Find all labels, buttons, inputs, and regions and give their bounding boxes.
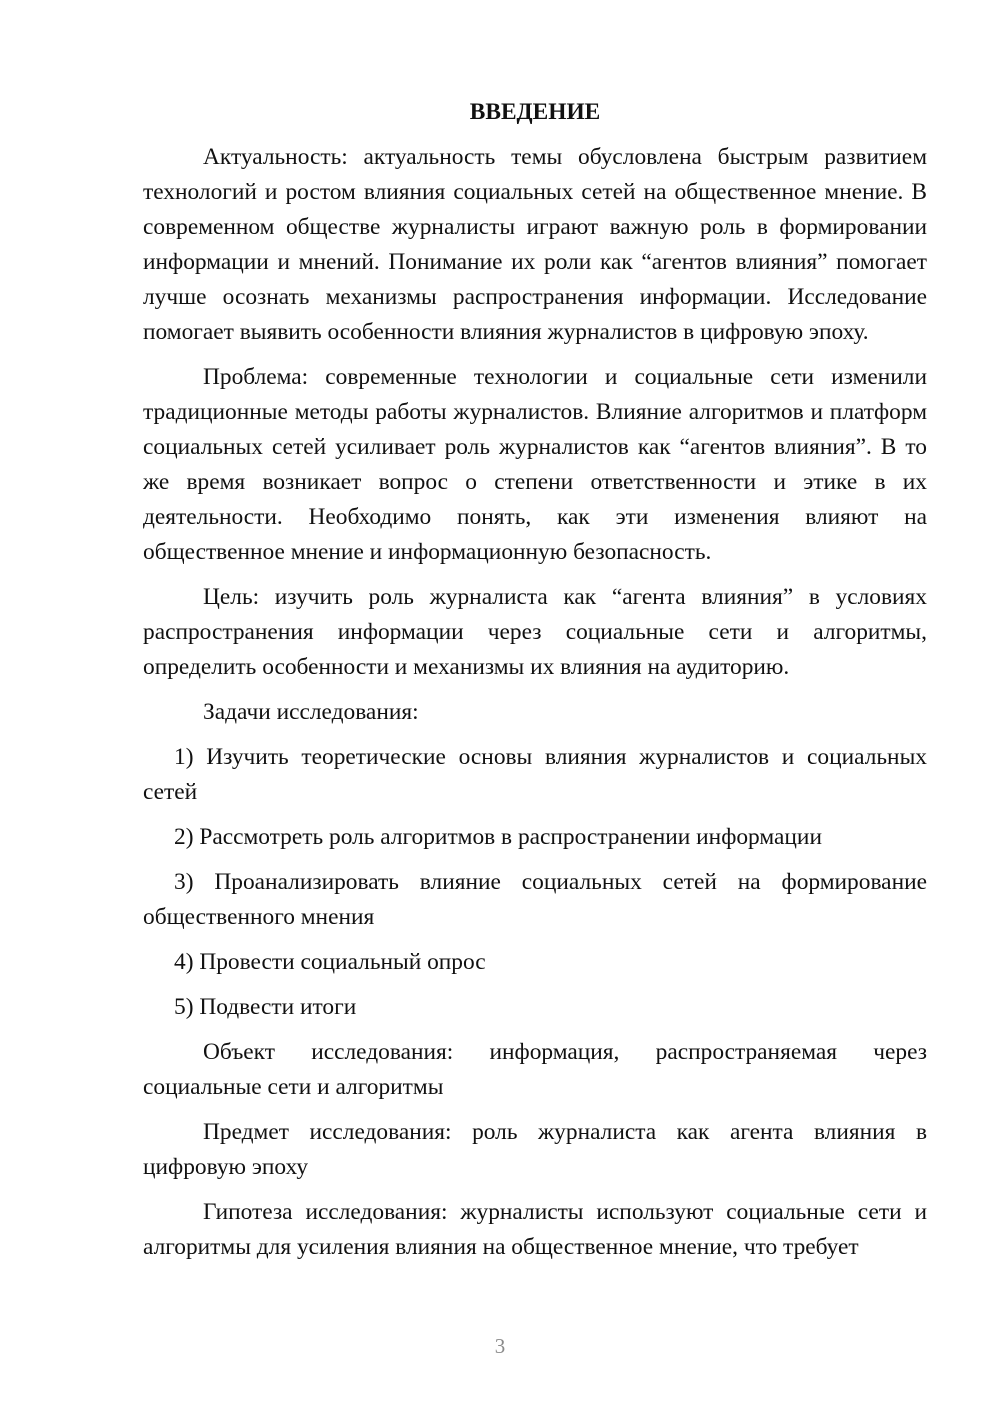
task-item-2: 2) Рассмотреть роль алгоритмов в распространении информации	[174, 824, 822, 850]
page-content	[143, 96, 927, 1275]
problem-paragraph: Проблема: современные технологии и социальные сети изменили традиционные методы работы журналистов. Влияние алгоритмов и платформ социальных сетей усиливает роль журналистов как “агентов влияния”. В то же время возникает вопрос о степени ответственности и этике в их деятельности. Необходимо понять, как эти изменения влияют на общественное мнение и информационную безопасность.	[143, 364, 927, 565]
section-title: ВВЕДЕНИЕ	[469, 99, 601, 125]
object-paragraph: Объект исследования: информация, распространяемая через социальные сети и алгоритмы	[143, 1039, 927, 1100]
task-item-4: 4) Провести социальный опрос	[174, 949, 486, 975]
task-item-1: 1) Изучить теоретические основы влияния журналистов и социальных сетей	[143, 744, 927, 805]
task-item-3: 3) Проанализировать влияние социальных сетей на формирование общественного мнения	[143, 869, 927, 930]
hypothesis-paragraph: Гипотеза исследования: журналисты используют социальные сети и алгоритмы для усиления влияния на общественное мнение, что требует	[143, 1199, 927, 1260]
page-number: 3	[494, 1334, 506, 1358]
task-item-5: 5) Подвести итоги	[174, 994, 357, 1020]
goal-paragraph: Цель: изучить роль журналиста как “агента влияния” в условиях распространения информации через социальные сети и алгоритмы, определить особенности и механизмы их влияния на аудиторию.	[143, 584, 927, 680]
tasks-heading: Задачи исследования:	[203, 699, 419, 725]
relevance-paragraph: Актуальность: актуальность темы обусловлена быстрым развитием технологий и ростом влияния социальных сетей на общественное мнение. В современном обществе журналисты играют важную роль в формировании информации и мнений. Понимание их роли как “агентов влияния” помогает лучше осознать механизмы распространения информации. Исследование помогает выявить особенности влияния журналистов в цифровую эпоху.	[143, 144, 927, 345]
subject-paragraph: Предмет исследования: роль журналиста как агента влияния в цифровую эпоху	[143, 1119, 927, 1180]
